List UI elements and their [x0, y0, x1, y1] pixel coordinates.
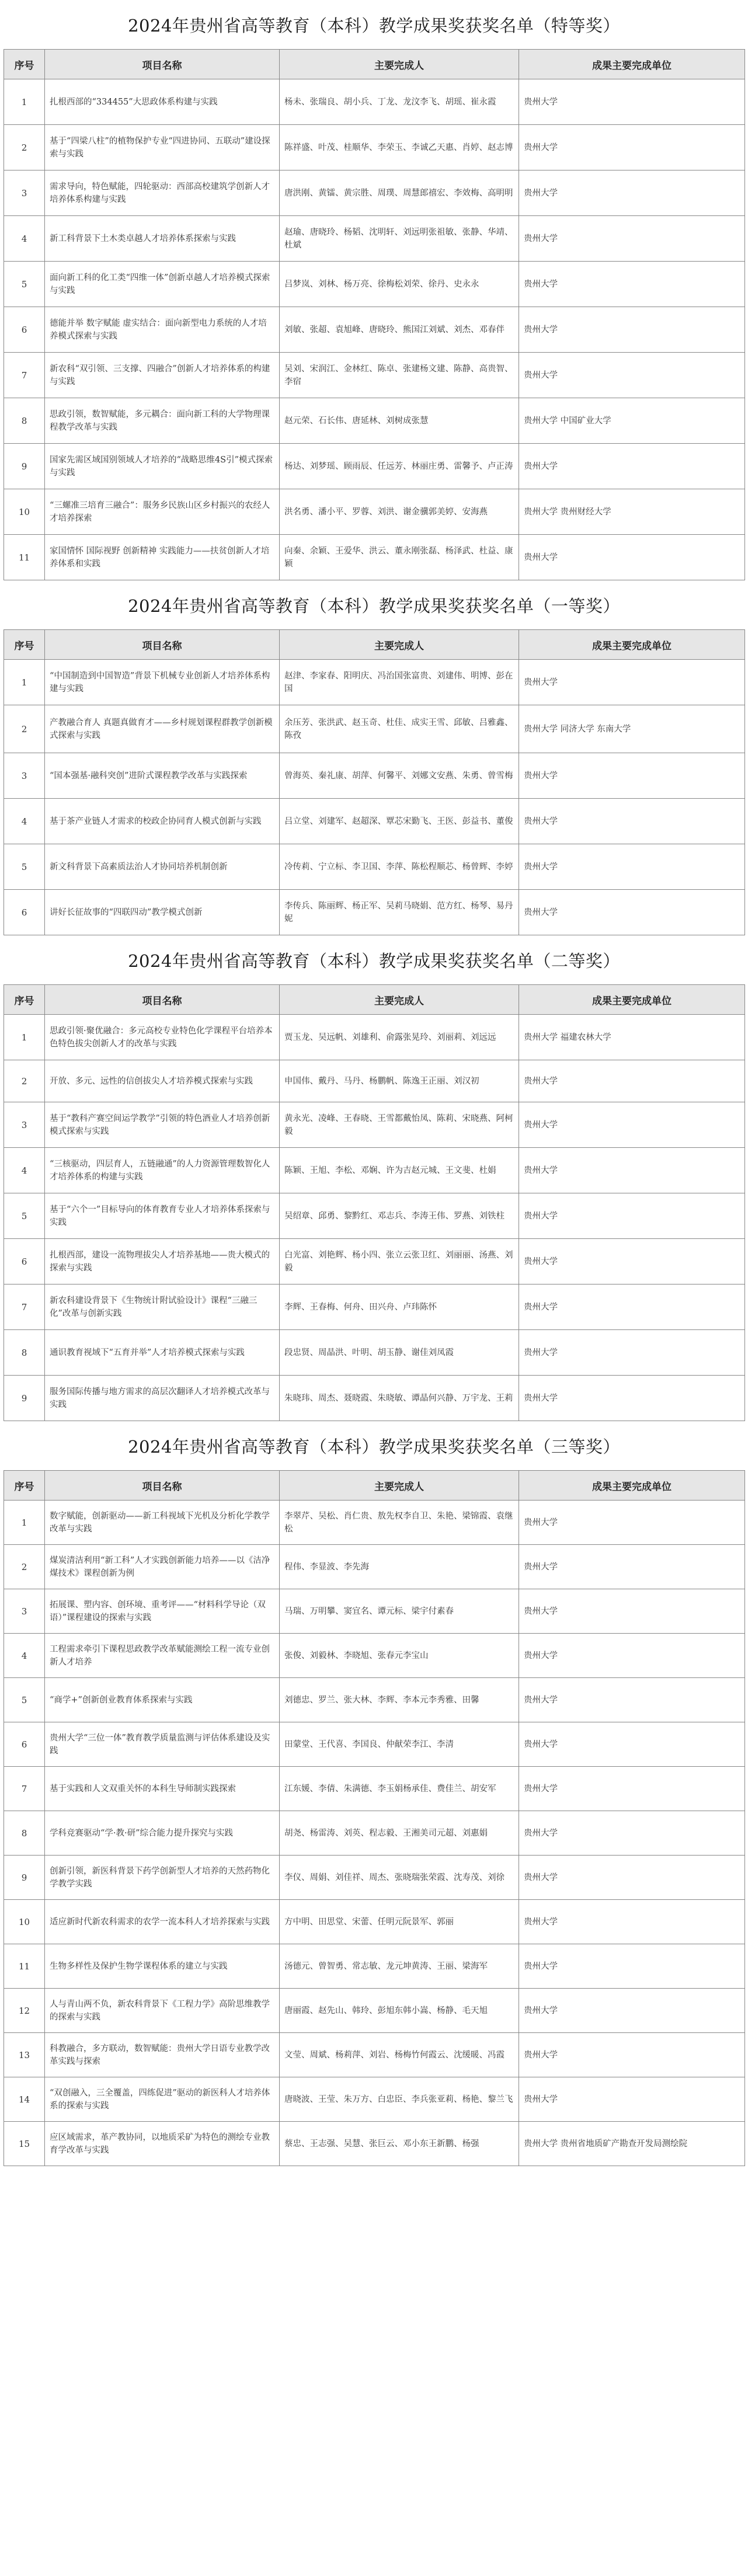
row-unit: 贵州大学: [519, 753, 745, 799]
row-no: 5: [4, 262, 45, 307]
row-name: 德能并举 数字赋能 虚实结合：面向新型电力系统的人才培养模式探索与实践: [45, 307, 280, 353]
header-people: 主要完成人: [280, 1471, 519, 1501]
row-people: 陈颖、王旭、李松、邓娴、许为吉赵元城、王文斐、杜娟: [280, 1148, 519, 1193]
row-name: 数字赋能，创新驱动——新工科视域下光机及分析化学教学改革与实践: [45, 1501, 280, 1545]
row-people: 赵津、李家春、阳明庆、冯治国张富贵、刘建伟、明博、彭在国: [280, 660, 519, 705]
row-unit: 贵州大学: [519, 79, 745, 125]
row-unit: 贵州大学: [519, 353, 745, 398]
row-people: 张俊、刘毅林、李晓旭、张春元李宝山: [280, 1634, 519, 1678]
row-no: 11: [4, 1944, 45, 1989]
table-header-row: [4, 630, 745, 660]
row-unit: 贵州大学: [519, 1811, 745, 1856]
row-people: 赵瑜、唐晓玲、杨韬、沈明轩、刘远明张祖敏、张静、华靖、杜斌: [280, 216, 519, 262]
award-table: [4, 984, 745, 1421]
row-no: 7: [4, 1767, 45, 1811]
table-row: [4, 79, 745, 125]
row-people: 唐洪刚、黄镭、黄宗胜、周璞、周慧郎禧宏、李效梅、高明明: [280, 170, 519, 216]
row-name: 煤炭清洁利用“新工科”人才实践创新能力培养——以《洁净煤技术》课程创新为例: [45, 1545, 280, 1589]
table-row: [4, 489, 745, 535]
table-row: [4, 262, 745, 307]
row-people: 田蒙堂、王代喜、李国良、仲献荣李江、李清: [280, 1722, 519, 1767]
row-no: 1: [4, 660, 45, 705]
table-row: [4, 2122, 745, 2166]
row-name: 讲好长征故事的“四联四动”教学模式创新: [45, 890, 280, 935]
table-row: [4, 170, 745, 216]
row-unit: 贵州大学: [519, 1545, 745, 1589]
row-no: 3: [4, 1102, 45, 1148]
row-people: 吴绍章、邱勇、黎黔红、邓志兵、李涛王伟、罗燕、刘铁柱: [280, 1193, 519, 1239]
table-row: [4, 1239, 745, 1284]
row-no: 8: [4, 1811, 45, 1856]
row-no: 4: [4, 1634, 45, 1678]
table-row: [4, 1015, 745, 1060]
row-no: 3: [4, 1589, 45, 1634]
table-row: [4, 353, 745, 398]
table-row: [4, 1545, 745, 1589]
row-people: 陈祥盛、叶茂、桂顺华、李荣玉、李诚乙天惠、肖婷、赵志博: [280, 125, 519, 170]
row-people: 吕梦岚、刘林、杨万亮、徐梅松刘荣、徐丹、史永永: [280, 262, 519, 307]
row-no: 9: [4, 444, 45, 489]
row-no: 6: [4, 890, 45, 935]
row-unit: 贵州大学: [519, 535, 745, 580]
row-people: 唐丽霞、赵先山、韩玲、彭旭东韩小嵩、杨静、毛天旭: [280, 1989, 519, 2033]
row-no: 1: [4, 1015, 45, 1060]
row-people: 程伟、李显波、李先海: [280, 1545, 519, 1589]
table-row: [4, 1501, 745, 1545]
row-unit: 贵州大学: [519, 1722, 745, 1767]
row-unit: 贵州大学: [519, 1060, 745, 1102]
row-unit: 贵州大学: [519, 1589, 745, 1634]
row-name: 新农科建设背景下《生物统计附试验设计》课程“三融三化”改革与创新实践: [45, 1284, 280, 1330]
row-name: 人与青山两不负，新农科背景下《工程力学》高阶思维教学的探索与实践: [45, 1989, 280, 2033]
row-name: “中国制造到中国智造”背景下机械专业创新人才培养体系构建与实践: [45, 660, 280, 705]
row-unit: 贵州大学: [519, 1856, 745, 1900]
table-row: [4, 216, 745, 262]
row-people: 刘敏、张超、袁旭峰、唐晓玲、熊国江刘斌、刘杰、邓春伴: [280, 307, 519, 353]
row-no: 5: [4, 1678, 45, 1722]
row-unit: 贵州大学: [519, 2077, 745, 2122]
award-table: [4, 1470, 745, 2166]
row-name: 产教融合育人 真题真做育才——乡村规划课程群教学创新模式探索与实践: [45, 705, 280, 753]
row-no: 7: [4, 353, 45, 398]
row-unit: 贵州大学: [519, 660, 745, 705]
row-no: 3: [4, 753, 45, 799]
row-no: 14: [4, 2077, 45, 2122]
row-people: 李翠芹、吴松、肖仁贵、敖先权李自卫、朱艳、梁锦霞、袁继松: [280, 1501, 519, 1545]
row-name: 新文科背景下高素质法治人才协同培养机制创新: [45, 844, 280, 890]
row-unit: 贵州大学 贵州财经大学: [519, 489, 745, 535]
row-people: 马瑞、万明攀、窦宜名、谭元标、梁宇付素春: [280, 1589, 519, 1634]
row-people: 余压芳、张洪武、赵玉奇、杜佳、成实王雪、邱敏、吕雅鑫、陈孜: [280, 705, 519, 753]
row-name: 开放、多元、远性的信创拔尖人才培养模式探索与实践: [45, 1060, 280, 1102]
row-no: 13: [4, 2033, 45, 2077]
table-row: [4, 398, 745, 444]
row-unit: 贵州大学: [519, 1944, 745, 1989]
table-row: [4, 1767, 745, 1811]
row-unit: 贵州大学: [519, 799, 745, 844]
row-name: “三核驱动，四层育人，五链融通”的人力资源管理数智化人才培养体系的构建与实践: [45, 1148, 280, 1193]
row-unit: 贵州大学: [519, 307, 745, 353]
table-row: [4, 1722, 745, 1767]
row-name: 生物多样性及保护生物学课程体系的建立与实践: [45, 1944, 280, 1989]
table-row: [4, 1811, 745, 1856]
header-unit: 成果主要完成单位: [519, 1471, 745, 1501]
row-no: 12: [4, 1989, 45, 2033]
header-name: 项目名称: [45, 630, 280, 660]
section-title: 2024年贵州省高等教育（本科）教学成果奖获奖名单（一等奖）: [128, 596, 620, 616]
row-no: 5: [4, 844, 45, 890]
row-no: 2: [4, 1545, 45, 1589]
header-name: 项目名称: [45, 1471, 280, 1501]
row-unit: 贵州大学 中国矿业大学: [519, 398, 745, 444]
row-name: “国本强基·融科突创”进阶式课程教学改革与实践探索: [45, 753, 280, 799]
row-name: 拓展课、塑内容、创环境、重考评——“材料科学导论（双语）”课程建设的探索与实践: [45, 1589, 280, 1634]
table-row: [4, 660, 745, 705]
table-row: [4, 799, 745, 844]
row-name: 扎根西部，建设一流物理拔尖人才培养基地——贵大模式的探索与实践: [45, 1239, 280, 1284]
table-header-row: [4, 1471, 745, 1501]
row-name: 科教融合，多方联动，数智赋能：贵州大学日语专业教学改革实践与探索: [45, 2033, 280, 2077]
table-row: [4, 125, 745, 170]
row-people: 李传兵、陈丽辉、杨正军、吴莉马晓娟、范方红、杨琴、易丹妮: [280, 890, 519, 935]
award-section-special: [4, 0, 744, 580]
row-people: 刘德忠、罗兰、张大林、李辉、李本元李秀雅、田馨: [280, 1678, 519, 1722]
row-name: 基于“四梁八柱”的植物保护专业“四进协同、五联动”建设探索与实践: [45, 125, 280, 170]
header-people: 主要完成人: [280, 985, 519, 1015]
row-people: 唐晓波、王莹、朱万方、白忠臣、李兵张亚莉、杨艳、黎兰飞: [280, 2077, 519, 2122]
row-people: 冷传莉、宁立标、李卫国、李萍、陈松程顺芯、杨曾辉、李婷: [280, 844, 519, 890]
row-people: 李仪、周娟、刘佳祥、周杰、张晓瑞张荣霞、沈寿茂、刘徐: [280, 1856, 519, 1900]
header-no: 序号: [4, 630, 45, 660]
row-name: 贵州大学“三位一体”教育教学质量监测与评估体系建设及实践: [45, 1722, 280, 1767]
row-name: 基于实践和人文双重关怀的本科生导师制实践探索: [45, 1767, 280, 1811]
row-name: 创新引领，新医科背景下药学创新型人才培养的天然药物化学教学实践: [45, 1856, 280, 1900]
header-people: 主要完成人: [280, 630, 519, 660]
table-row: [4, 753, 745, 799]
row-people: 赵元荣、石长伟、唐延林、刘树成张慧: [280, 398, 519, 444]
row-no: 15: [4, 2122, 45, 2166]
row-name: “三螺准三培育三融合”：服务乡民族山区乡村振兴的农经人才培养探索: [45, 489, 280, 535]
row-unit: 贵州大学: [519, 1900, 745, 1944]
row-unit: 贵州大学: [519, 1989, 745, 2033]
table-row: [4, 1148, 745, 1193]
table-row: [4, 1102, 745, 1148]
row-people: 李辉、王春梅、何舟、田兴舟、卢玮陈怀: [280, 1284, 519, 1330]
section-title: 2024年贵州省高等教育（本科）教学成果奖获奖名单（二等奖）: [128, 951, 620, 971]
row-no: 10: [4, 1900, 45, 1944]
row-people: 向秦、余颖、王爱华、洪云、董永刚张磊、杨泽武、杜益、康颖: [280, 535, 519, 580]
table-header-row: [4, 985, 745, 1015]
row-people: 黄永光、凌峰、王春晓、王雪都戴怡凤、陈莉、宋晓燕、阿柯毅: [280, 1102, 519, 1148]
table-row: [4, 844, 745, 890]
row-no: 7: [4, 1284, 45, 1330]
table-row: [4, 890, 745, 935]
row-no: 3: [4, 170, 45, 216]
table-row: [4, 1944, 745, 1989]
row-unit: 贵州大学: [519, 1284, 745, 1330]
row-unit: 贵州大学: [519, 1376, 745, 1421]
row-unit: 贵州大学: [519, 1102, 745, 1148]
row-people: 吕立堂、刘建军、赵超深、覃芯宋勤飞、王医、彭益书、董俊: [280, 799, 519, 844]
header-unit: 成果主要完成单位: [519, 985, 745, 1015]
row-unit: 贵州大学: [519, 1193, 745, 1239]
row-people: 申国伟、戴丹、马丹、杨鹏帆、陈逸王正丽、刘汉初: [280, 1060, 519, 1102]
table-row: [4, 1589, 745, 1634]
row-unit: 贵州大学 同济大学 东南大学: [519, 705, 745, 753]
row-name: 适应新时代新农科需求的农学一流本科人才培养探索与实践: [45, 1900, 280, 1944]
row-people: 杨达、刘梦瑶、顾雨辰、任远芳、林丽庄勇、雷馨予、卢正涛: [280, 444, 519, 489]
row-unit: 贵州大学: [519, 1239, 745, 1284]
table-row: [4, 1900, 745, 1944]
table-row: [4, 1060, 745, 1102]
award-section-first: [4, 580, 744, 935]
row-people: 吴刘、宋润江、金林红、陈卓、张建杨文建、陈静、高贵智、李宿: [280, 353, 519, 398]
row-name: 工程需求牵引下课程思政教学改革赋能测绘工程一流专业创新人才培养: [45, 1634, 280, 1678]
row-no: 2: [4, 1060, 45, 1102]
row-people: 江东媛、李倩、朱满德、李玉娟杨承佳、费佳兰、胡安军: [280, 1767, 519, 1811]
row-name: 基于茶产业链人才需求的校政企协同育人模式创新与实践: [45, 799, 280, 844]
table-row: [4, 444, 745, 489]
row-unit: 贵州大学: [519, 1330, 745, 1376]
row-people: 朱晓玮、周杰、聂晓霞、朱晓敏、谭晶何兴静、万宇龙、王莉: [280, 1376, 519, 1421]
row-people: 贾玉龙、吴远帆、刘雄利、俞露张晃玲、刘丽莉、刘远远: [280, 1015, 519, 1060]
table-row: [4, 1634, 745, 1678]
award-section-second: [4, 935, 744, 1421]
row-no: 4: [4, 216, 45, 262]
row-name: 通识教育视域下“五育并举”人才培养模式探索与实践: [45, 1330, 280, 1376]
row-unit: 贵州大学: [519, 1634, 745, 1678]
row-no: 9: [4, 1856, 45, 1900]
row-unit: 贵州大学: [519, 1678, 745, 1722]
row-name: 家国情怀 国际视野 创新精神 实践能力——扶贫创新人才培养体系和实践: [45, 535, 280, 580]
row-unit: 贵州大学: [519, 1501, 745, 1545]
row-unit: 贵州大学: [519, 890, 745, 935]
row-unit: 贵州大学: [519, 844, 745, 890]
row-name: 扎根西部的“334455”大思政体系构建与实践: [45, 79, 280, 125]
table-row: [4, 1678, 745, 1722]
row-unit: 贵州大学: [519, 262, 745, 307]
table-row: [4, 2033, 745, 2077]
table-row: [4, 1330, 745, 1376]
section-title: 2024年贵州省高等教育（本科）教学成果奖获奖名单（特等奖）: [128, 15, 620, 36]
row-no: 8: [4, 1330, 45, 1376]
row-no: 1: [4, 1501, 45, 1545]
row-people: 白光富、刘艳辉、杨小四、张立云张卫红、刘丽丽、汤燕、刘毅: [280, 1239, 519, 1284]
row-no: 10: [4, 489, 45, 535]
table-row: [4, 1376, 745, 1421]
row-unit: 贵州大学: [519, 2033, 745, 2077]
award-section-third: [4, 1421, 744, 2166]
table-row: [4, 1989, 745, 2033]
row-name: 国家先需区域国别领域人才培养的“战略思维4S引”模式探索与实践: [45, 444, 280, 489]
row-unit: 贵州大学: [519, 170, 745, 216]
award-table: [4, 49, 745, 580]
row-name: 思政引领，数智赋能，多元耦合：面向新工科的大学物理课程教学改革与实践: [45, 398, 280, 444]
row-name: 新农科“双引领、三支撑、四融合”创新人才培养体系的构建与实践: [45, 353, 280, 398]
row-unit: 贵州大学: [519, 216, 745, 262]
header-people: 主要完成人: [280, 50, 519, 79]
row-people: 蔡忠、王志强、吴慧、张巨云、邓小东王新鹏、杨强: [280, 2122, 519, 2166]
table-row: [4, 705, 745, 753]
row-no: 8: [4, 398, 45, 444]
row-people: 文莹、周斌、杨莉萍、刘岩、杨梅竹何霞云、沈缓暖、冯霞: [280, 2033, 519, 2077]
row-unit: 贵州大学 贵州省地质矿产勘查开发局测绘院: [519, 2122, 745, 2166]
row-people: 杨未、张瑞良、胡小兵、丁龙、龙汶李飞、胡瑶、崔永霞: [280, 79, 519, 125]
row-no: 2: [4, 705, 45, 753]
header-name: 项目名称: [45, 985, 280, 1015]
table-row: [4, 1856, 745, 1900]
table-row: [4, 1284, 745, 1330]
row-people: 曾海英、秦礼康、胡萍、何馨平、刘娜文安燕、朱勇、曾雪梅: [280, 753, 519, 799]
table-header-row: [4, 50, 745, 79]
header-unit: 成果主要完成单位: [519, 50, 745, 79]
row-unit: 贵州大学: [519, 125, 745, 170]
row-name: 应区域需求，革产教协同，以地质采矿为特色的测绘专业教育学改革与实践: [45, 2122, 280, 2166]
row-unit: 贵州大学: [519, 1767, 745, 1811]
row-no: 6: [4, 1239, 45, 1284]
row-no: 6: [4, 1722, 45, 1767]
row-unit: 贵州大学: [519, 444, 745, 489]
section-title: 2024年贵州省高等教育（本科）教学成果奖获奖名单（三等奖）: [128, 1436, 620, 1457]
row-no: 2: [4, 125, 45, 170]
row-people: 汤德元、曾智勇、常志敏、龙元坤黄涛、王丽、梁海军: [280, 1944, 519, 1989]
row-no: 1: [4, 79, 45, 125]
row-name: 学科竞赛驱动“学·教·研”综合能力提升探究与实践: [45, 1811, 280, 1856]
row-no: 9: [4, 1376, 45, 1421]
row-no: 4: [4, 1148, 45, 1193]
row-no: 5: [4, 1193, 45, 1239]
row-name: 服务国际传播与地方需求的高层次翻译人才培养模式改革与实践: [45, 1376, 280, 1421]
row-people: 胡尧、杨雷涛、刘英、程志毅、王湘美司元超、刘惠娟: [280, 1811, 519, 1856]
row-name: “双创融入，三全覆盖，四练促进”驱动的新医科人才培养体系的探索与实践: [45, 2077, 280, 2122]
row-name: 基于“教科产赛空间运学教学”引领的特色酒业人才培养创新模式探索与实践: [45, 1102, 280, 1148]
row-no: 11: [4, 535, 45, 580]
row-people: 洪名勇、潘小平、罗蓉、刘洪、谢金骥郭美婷、安海燕: [280, 489, 519, 535]
header-no: 序号: [4, 1471, 45, 1501]
row-unit: 贵州大学 福建农林大学: [519, 1015, 745, 1060]
table-row: [4, 535, 745, 580]
row-no: 6: [4, 307, 45, 353]
header-unit: 成果主要完成单位: [519, 630, 745, 660]
row-people: 方中明、田思堂、宋蕾、任明元阮景军、郭丽: [280, 1900, 519, 1944]
table-row: [4, 1193, 745, 1239]
row-name: 面向新工科的化工类“四维一体”创新卓越人才培养模式探索与实践: [45, 262, 280, 307]
row-name: 思政引领·聚优融合：多元高校专业特色化学课程平台培养本色特色拔尖创新人才的改革与实践: [45, 1015, 280, 1060]
row-name: 基于“六个一”目标导向的体育教育专业人才培养体系探索与实践: [45, 1193, 280, 1239]
award-table: [4, 629, 745, 935]
row-people: 段忠贤、周晶洪、叶明、胡玉静、谢佳刘凤霞: [280, 1330, 519, 1376]
table-row: [4, 2077, 745, 2122]
row-name: “商学+”创新创业教育体系探索与实践: [45, 1678, 280, 1722]
row-name: 需求导向，特色赋能，四轮驱动：西部高校建筑学创新人才培养体系构建与实践: [45, 170, 280, 216]
header-no: 序号: [4, 985, 45, 1015]
row-unit: 贵州大学: [519, 1148, 745, 1193]
table-row: [4, 307, 745, 353]
row-no: 4: [4, 799, 45, 844]
header-name: 项目名称: [45, 50, 280, 79]
header-no: 序号: [4, 50, 45, 79]
row-name: 新工科背景下土木类卓越人才培养体系探索与实践: [45, 216, 280, 262]
